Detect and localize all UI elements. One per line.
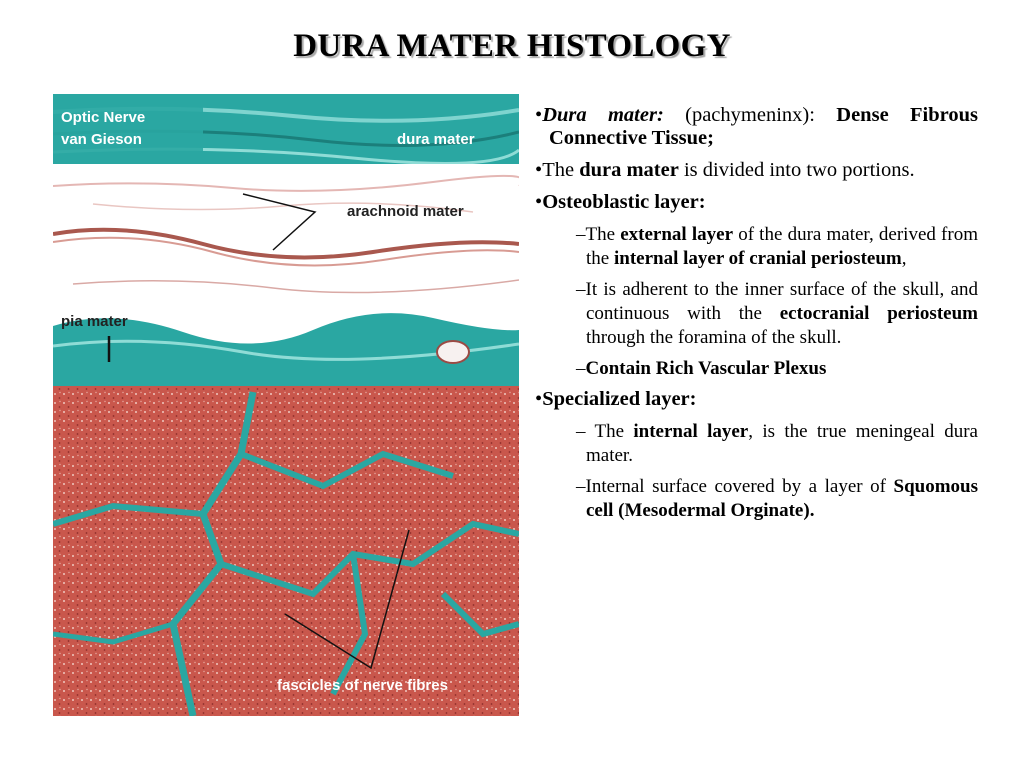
sub-bullet-internal-layer: – The internal layer, is the true meningeal dura mater. bbox=[576, 421, 978, 466]
sub-bullet-external-layer: –The external layer of the dura mater, derived from the internal layer of cranial periosteum, bbox=[576, 224, 978, 269]
pia-label: pia mater bbox=[61, 313, 128, 330]
nerve-tissue bbox=[53, 386, 519, 716]
sub-bullet-squamous-cell: –Internal surface covered by a layer of Squomous cell (Mesodermal Orginate). bbox=[576, 476, 978, 521]
arachnoid-label: arachnoid mater bbox=[347, 203, 464, 220]
bullet-dura-mater: •Dura mater: (pachymeninx): Dense Fibrous Connective Tissue; bbox=[535, 104, 978, 149]
stain-title: Optic Nerve bbox=[61, 109, 146, 126]
sub-bullet-adherent: –It is adherent to the inner surface of the skull, and continuous with the ectocranial periosteum through the foramina of the skull. bbox=[576, 279, 978, 348]
slide-title: DURA MATER HISTOLOGY bbox=[293, 28, 731, 64]
bullet-list bbox=[535, 104, 978, 528]
stain-subtitle: van Gieson bbox=[61, 131, 142, 148]
micrograph-svg bbox=[53, 94, 519, 716]
dura-label: dura mater bbox=[397, 131, 475, 148]
sub-bullet-vascular-plexus: –Contain Rich Vascular Plexus bbox=[576, 358, 827, 379]
bullet-specialized-layer: •Specialized layer: bbox=[535, 388, 697, 410]
bullet-two-portions: •The dura mater is divided into two portions. bbox=[535, 159, 915, 181]
bullet-osteoblastic-layer: •Osteoblastic layer: bbox=[535, 191, 706, 213]
fascicles-label: fascicles of nerve fibres bbox=[277, 677, 448, 694]
histology-micrograph bbox=[53, 94, 519, 716]
